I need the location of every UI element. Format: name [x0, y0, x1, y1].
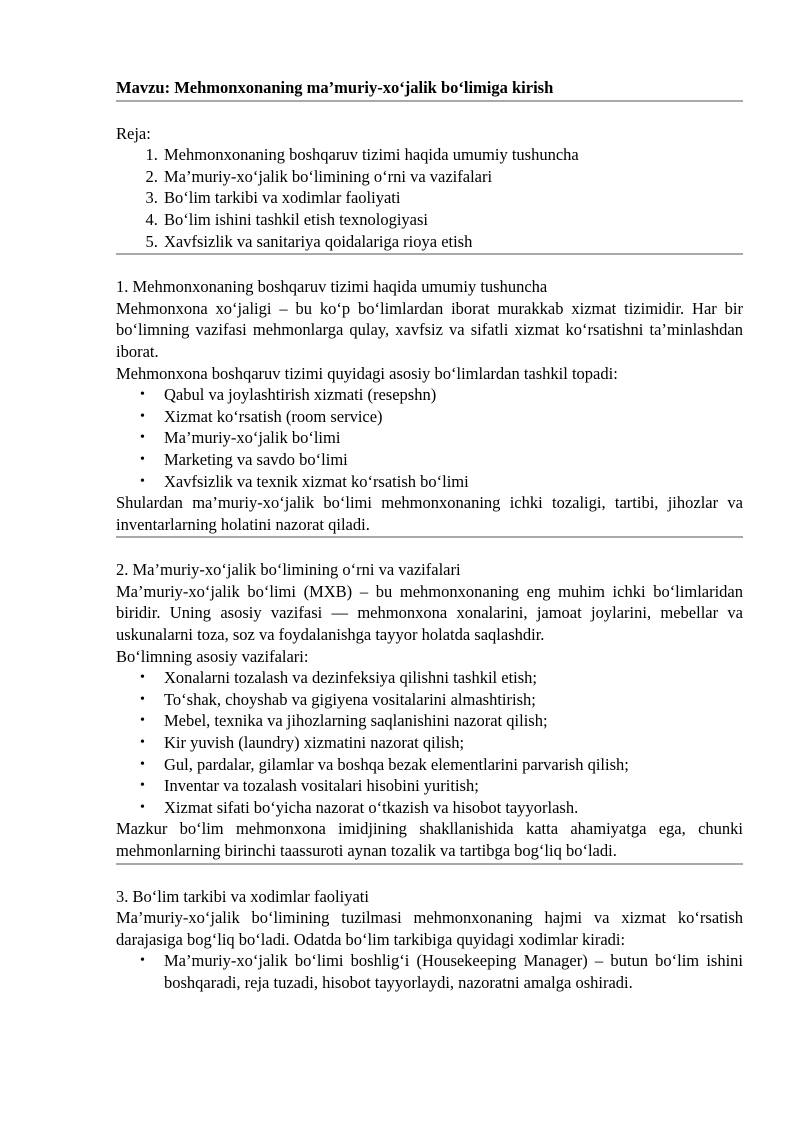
bullet-list: [116, 384, 743, 492]
bullet-list: [116, 667, 743, 818]
list-item: • Mebel, texnika va jihozlarning saqlanishini nazorat qilish;: [162, 710, 743, 732]
plan-label: Reja:: [116, 123, 151, 143]
paragraph: Bo‘limning asosiy vazifalari:: [116, 646, 309, 666]
document-page: [116, 0, 743, 994]
list-item: • Xizmat sifati bo‘yicha nazorat o‘tkazish va hisobot tayyorlash.: [162, 797, 743, 819]
paragraph: Mazkur bo‘lim mehmonxona imidjining shakllanishida katta ahamiyatga ega, chunki mehmonlarning birinchi taassuroti aynan tozalik va tartibga bog‘liq bo‘ladi.: [116, 819, 743, 860]
plan-item: 1. Mehmonxonaning boshqaruv tizimi haqida umumiy tushuncha: [162, 144, 743, 166]
list-item: • Qabul va joylashtirish xizmati (resepshn): [162, 384, 743, 406]
list-item: • Kir yuvish (laundry) xizmatini nazorat qilish;: [162, 732, 743, 754]
plan-list: [116, 144, 743, 252]
list-item: • Xavfsizlik va texnik xizmat ko‘rsatish bo‘limi: [162, 471, 743, 493]
list-item: • Ma’muriy-xo‘jalik bo‘limi boshlig‘i (Housekeeping Manager) – butun bo‘lim ishini boshqaradi, reja tuzadi, hisobot tayyorlaydi, nazoratni amalga oshiradi.: [162, 950, 743, 993]
section-heading: 2. Ma’muriy-xo‘jalik bo‘limining o‘rni va vazifalari: [116, 560, 461, 580]
list-item: • Ma’muriy-xo‘jalik bo‘limi: [162, 427, 743, 449]
list-item: • Marketing va savdo bo‘limi: [162, 449, 743, 471]
plan-item: 5. Xavfsizlik va sanitariya qoidalariga rioya etish: [162, 231, 743, 253]
paragraph: Ma’muriy-xo‘jalik bo‘limi (MXB) – bu mehmonxonaning eng muhim ichki bo‘limlaridan biridir. Uning asosiy vazifasi — mehmonxona xonalarini, jamoat joylarini, mebellar va uskunalarni toza, soz va foydalanishga tayyor holatda saqlashdir.: [116, 581, 743, 645]
plan-item: 4. Bo‘lim ishini tashkil etish texnologiyasi: [162, 209, 743, 231]
plan-item: 3. Bo‘lim tarkibi va xodimlar faoliyati: [162, 187, 743, 209]
paragraph: Ma’muriy-xo‘jalik bo‘limining tuzilmasi mehmonxonaning hajmi va xizmat ko‘rsatish darajasiga bog‘liq bo‘ladi. Odatda bo‘lim tarkibiga quyidagi xodimlar kiradi:: [116, 908, 743, 949]
list-item: • Gul, pardalar, gilamlar va boshqa bezak elementlarini parvarish qilish;: [162, 754, 743, 776]
paragraph: Mehmonxona xo‘jaligi – bu ko‘p bo‘limlardan iborat murakkab xizmat tizimidir. Har bir bo‘limning vazifasi mehmonlarga qulay, xavfsiz va sifatli xizmat ko‘rsatishni ta’minlashdan iborat.: [116, 298, 743, 361]
section-heading: 3. Bo‘lim tarkibi va xodimlar faoliyati: [116, 886, 369, 906]
list-item: • To‘shak, choyshab va gigiyena vositalarini almashtirish;: [162, 689, 743, 711]
paragraph: Shulardan ma’muriy-xo‘jalik bo‘limi mehmonxonaning ichki tozaligi, tartibi, jihozlar va inventarlarning holatini nazorat qiladi.: [116, 493, 743, 534]
list-item: • Inventar va tozalash vositalari hisobini yuritish;: [162, 775, 743, 797]
plan-item: 2. Ma’muriy-xo‘jalik bo‘limining o‘rni va vazifalari: [162, 166, 743, 188]
list-item: • Xonalarni tozalash va dezinfeksiya qilishni tashkil etish;: [162, 667, 743, 689]
paragraph: Mehmonxona boshqaruv tizimi quyidagi asosiy bo‘limlardan tashkil topadi:: [116, 363, 618, 383]
list-item: • Xizmat ko‘rsatish (room service): [162, 406, 743, 428]
section-heading: 1. Mehmonxonaning boshqaruv tizimi haqida umumiy tushuncha: [116, 277, 548, 297]
document-title: Mavzu: Mehmonxonaning ma’muriy-xo‘jalik bo‘limiga kirish: [116, 78, 554, 97]
bullet-list: [116, 950, 743, 993]
